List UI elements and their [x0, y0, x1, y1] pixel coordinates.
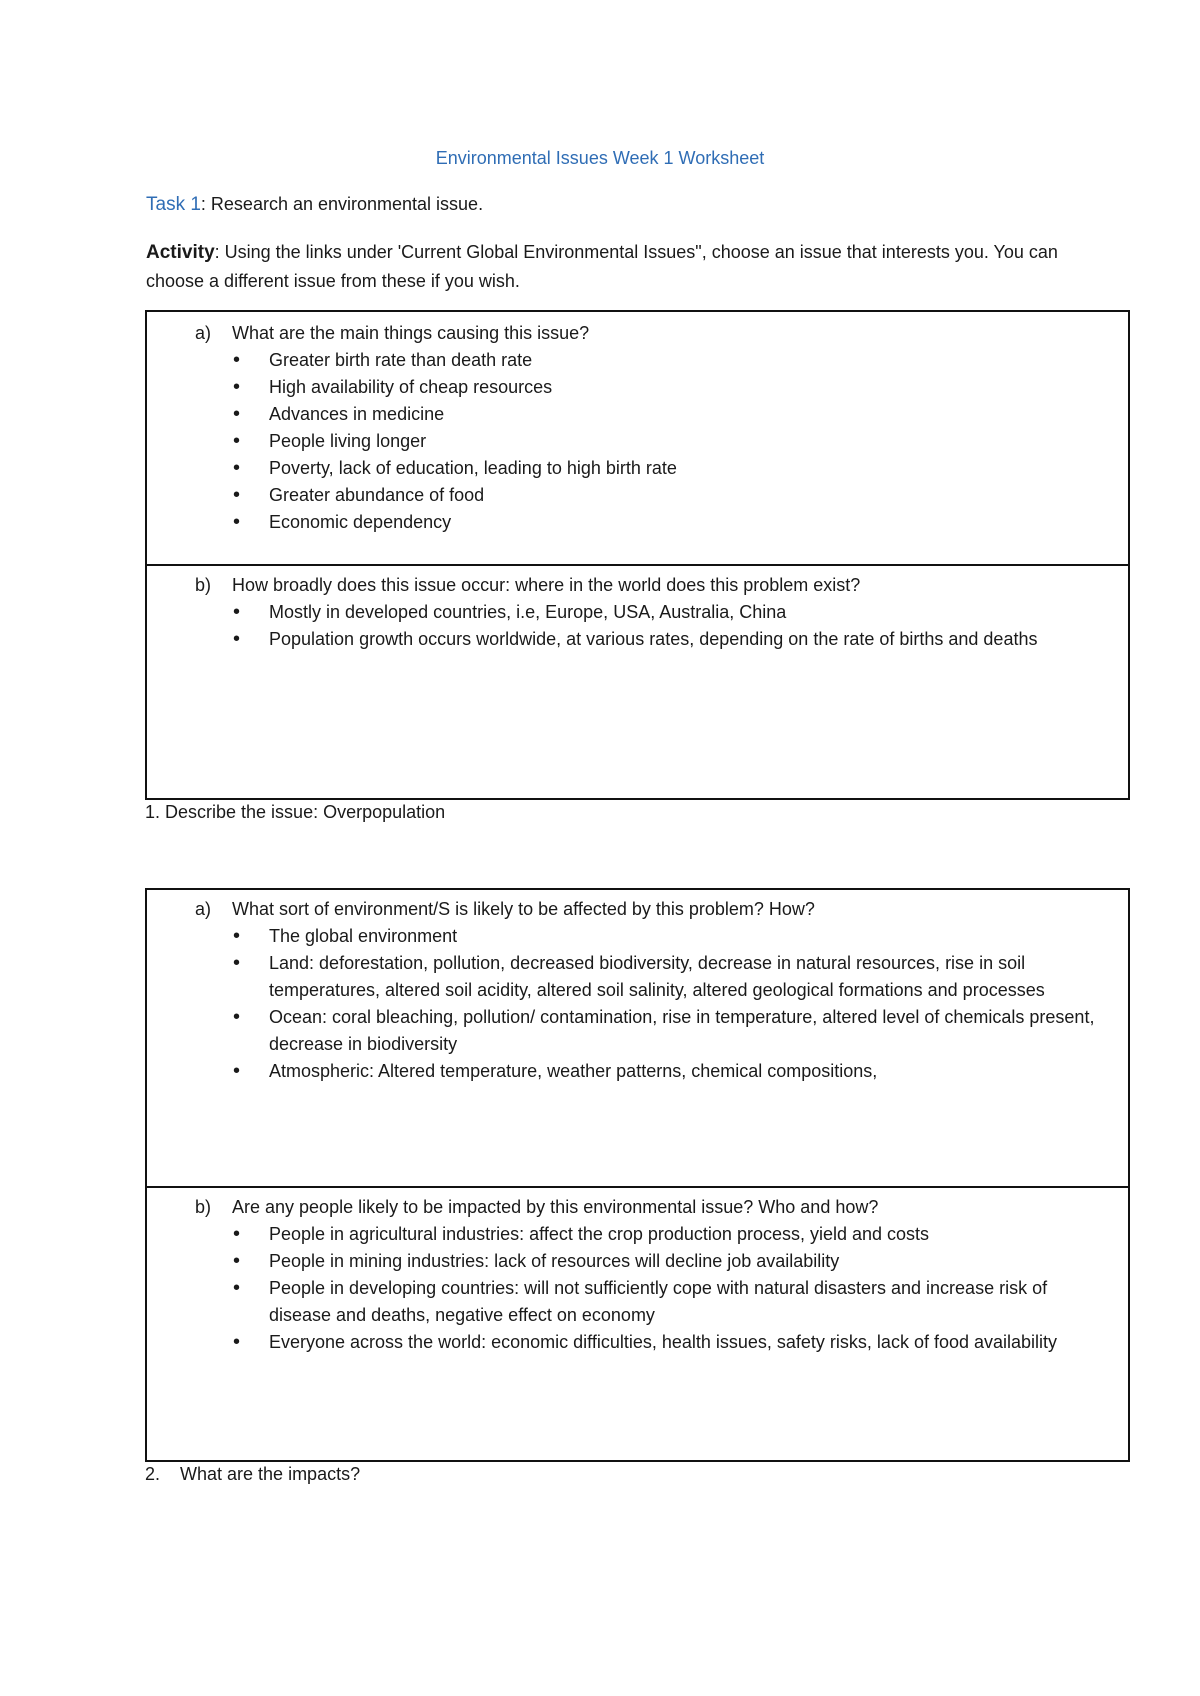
list-item: • People living longer [269, 428, 1108, 455]
list-item: • Greater birth rate than death rate [269, 347, 1108, 374]
list-item: • Ocean: coral bleaching, pollution/ contamination, rise in temperature, altered level of chemicals present, decrease in biodiversity [269, 1004, 1108, 1058]
list-item: • Everyone across the world: economic difficulties, health issues, safety risks, lack of food availability [269, 1329, 1108, 1356]
question-letter: b) [195, 575, 212, 595]
question [147, 572, 1128, 599]
task-label: Task 1 [146, 194, 201, 215]
activity-label: Activity [146, 242, 215, 263]
cell-extent [147, 564, 1128, 798]
question-text: What sort of environment/S is likely to be affected by this problem? How? [232, 899, 815, 919]
list-item: • The global environment [269, 923, 1108, 950]
list-item: • People in developing countries: will not sufficiently cope with natural disasters and increase risk of disease and deaths, negative effect on economy [269, 1275, 1108, 1329]
list-item: • Mostly in developed countries, i.e, Europe, USA, Australia, China [269, 599, 1108, 626]
cell-causes [147, 312, 1128, 564]
question-text: What are the main things causing this issue? [232, 323, 590, 343]
activity-text: : Using the links under 'Current Global Environmental Issues", choose an issue that interests you. You can choose a different issue from these if you wish. [146, 242, 1058, 291]
bullet-list [147, 1221, 1128, 1356]
list-item: • Population growth occurs worldwide, at various rates, depending on the rate of births and deaths [269, 626, 1108, 653]
question-text: Are any people likely to be impacted by this environmental issue? Who and how? [232, 1197, 879, 1217]
cell-environments [147, 890, 1128, 1186]
caption-describe-issue: 1. Describe the issue: Overpopulation [145, 802, 446, 822]
table-impacts [145, 888, 1130, 1462]
question-text: How broadly does this issue occur: where in the world does this problem exist? [232, 575, 861, 595]
bullet-list [147, 923, 1128, 1085]
bullet-list [147, 347, 1128, 536]
question [147, 896, 1128, 923]
task-text: : Research an environmental issue. [200, 194, 484, 214]
task-line [146, 194, 483, 216]
question-letter: a) [195, 323, 212, 343]
worksheet-title: Environmental Issues Week 1 Worksheet [435, 148, 765, 168]
list-item: • People in mining industries: lack of resources will decline job availability [269, 1248, 1108, 1275]
list-item: • Greater abundance of food [269, 482, 1108, 509]
cell-people [147, 1186, 1128, 1460]
question-letter: b) [195, 1197, 212, 1217]
question [147, 1194, 1128, 1221]
list-item: • People in agricultural industries: affect the crop production process, yield and costs [269, 1221, 1108, 1248]
caption-impacts: 2. What are the impacts? [145, 1464, 361, 1484]
question [147, 320, 1128, 347]
list-item: • Economic dependency [269, 509, 1108, 536]
list-item: • Advances in medicine [269, 401, 1108, 428]
bullet-list [147, 599, 1128, 653]
list-item: • High availability of cheap resources [269, 374, 1108, 401]
question-letter: a) [195, 899, 212, 919]
list-item: • Atmospheric: Altered temperature, weather patterns, chemical compositions, [269, 1058, 1108, 1085]
list-item: • Poverty, lack of education, leading to high birth rate [269, 455, 1108, 482]
list-item: • Land: deforestation, pollution, decreased biodiversity, decrease in natural resources, rise in soil temperatures, altered soil acidity, altered soil salinity, altered geological formations and processes [269, 950, 1108, 1004]
table-causes-and-extent [145, 310, 1130, 800]
activity-paragraph [146, 238, 1066, 295]
